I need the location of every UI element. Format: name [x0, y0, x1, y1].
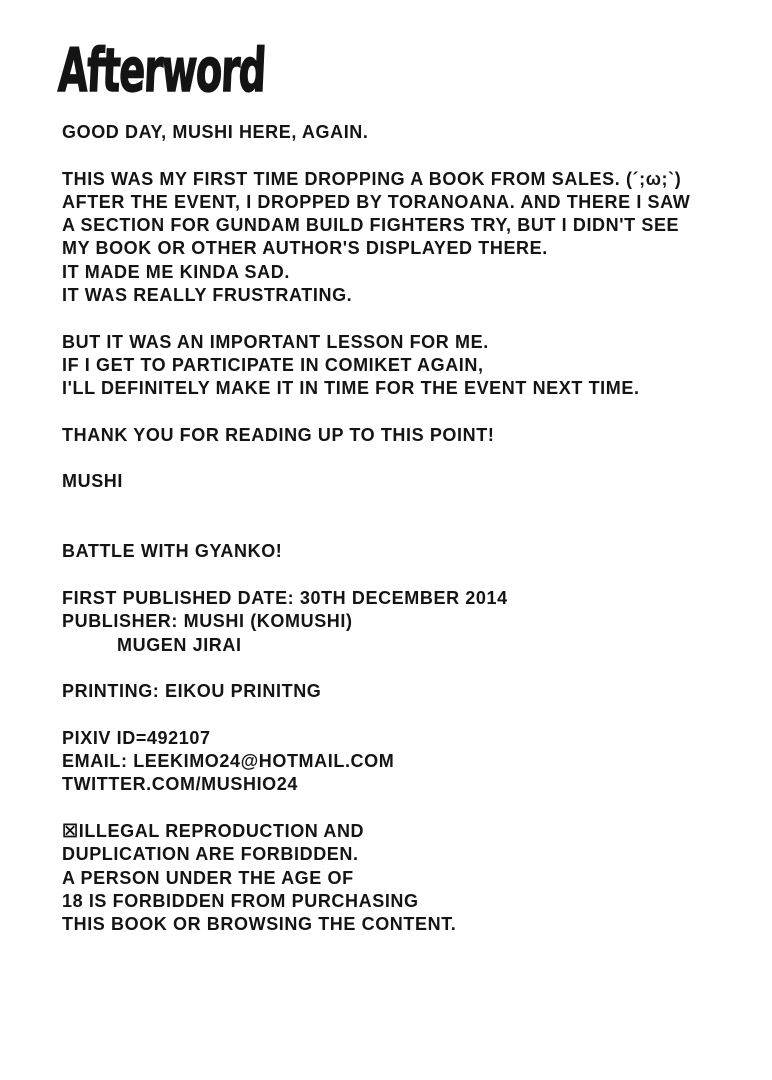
text-line [62, 797, 752, 820]
text-line: PIXIV ID=492107 [62, 727, 211, 748]
text-line [62, 517, 752, 540]
text-line [62, 703, 752, 726]
text-line [62, 657, 752, 680]
text-line: THANK YOU FOR READING UP TO THIS POINT! [62, 424, 495, 445]
text-line: EMAIL: LEEKIMO24@HOTMAIL.COM [62, 751, 395, 772]
text-line: FIRST PUBLISHED DATE: 30TH DECEMBER 2014 [62, 587, 508, 608]
text-line: IT MADE ME KINDA SAD. [62, 261, 290, 282]
text-line: A SECTION FOR GUNDAM BUILD FIGHTERS TRY, BUT I DIDN'T SEE [62, 215, 680, 236]
text-line [62, 447, 752, 470]
text-line: MY BOOK OR OTHER AUTHOR'S DISPLAYED THERE. [62, 238, 548, 259]
text-line: PRINTING: EIKOU PRINITNG [62, 681, 322, 702]
text-line: THIS WAS MY FIRST TIME DROPPING A BOOK FROM SALES. (´;ω;`) [62, 168, 682, 189]
text-line [62, 144, 752, 167]
text-line: PUBLISHER: MUSHI (KOMUSHI) [62, 611, 353, 632]
text-line: AFTER THE EVENT, I DROPPED BY TORANOANA. AND THERE I SAW [62, 191, 691, 212]
text-line [62, 564, 752, 587]
text-line: MUGEN JIRAI [117, 634, 242, 655]
text-line: BATTLE WITH GYANKO! [62, 541, 283, 562]
text-line: 18 IS FORBIDDEN FROM PURCHASING [62, 890, 419, 911]
afterword-body [62, 121, 752, 936]
text-line: IT WAS REALLY FRUSTRATING. [62, 285, 353, 306]
page-title: Afterword [56, 36, 267, 106]
text-line [62, 307, 752, 330]
text-line: I'LL DEFINITELY MAKE IT IN TIME FOR THE EVENT NEXT TIME. [62, 378, 640, 399]
text-line: A PERSON UNDER THE AGE OF [62, 867, 354, 888]
text-line: TWITTER.COM/MUSHIO24 [62, 774, 298, 795]
text-line: IF I GET TO PARTICIPATE IN COMIKET AGAIN, [62, 354, 484, 375]
text-line: BUT IT WAS AN IMPORTANT LESSON FOR ME. [62, 331, 489, 352]
text-line: GOOD DAY, MUSHI HERE, AGAIN. [62, 122, 369, 142]
text-line [62, 494, 752, 517]
text-line: THIS BOOK OR BROWSING THE CONTENT. [62, 914, 457, 935]
text-line: ☒ILLEGAL REPRODUCTION AND [62, 820, 365, 841]
text-line: DUPLICATION ARE FORBIDDEN. [62, 844, 359, 865]
text-line [62, 401, 752, 424]
text-line: MUSHI [62, 471, 123, 492]
